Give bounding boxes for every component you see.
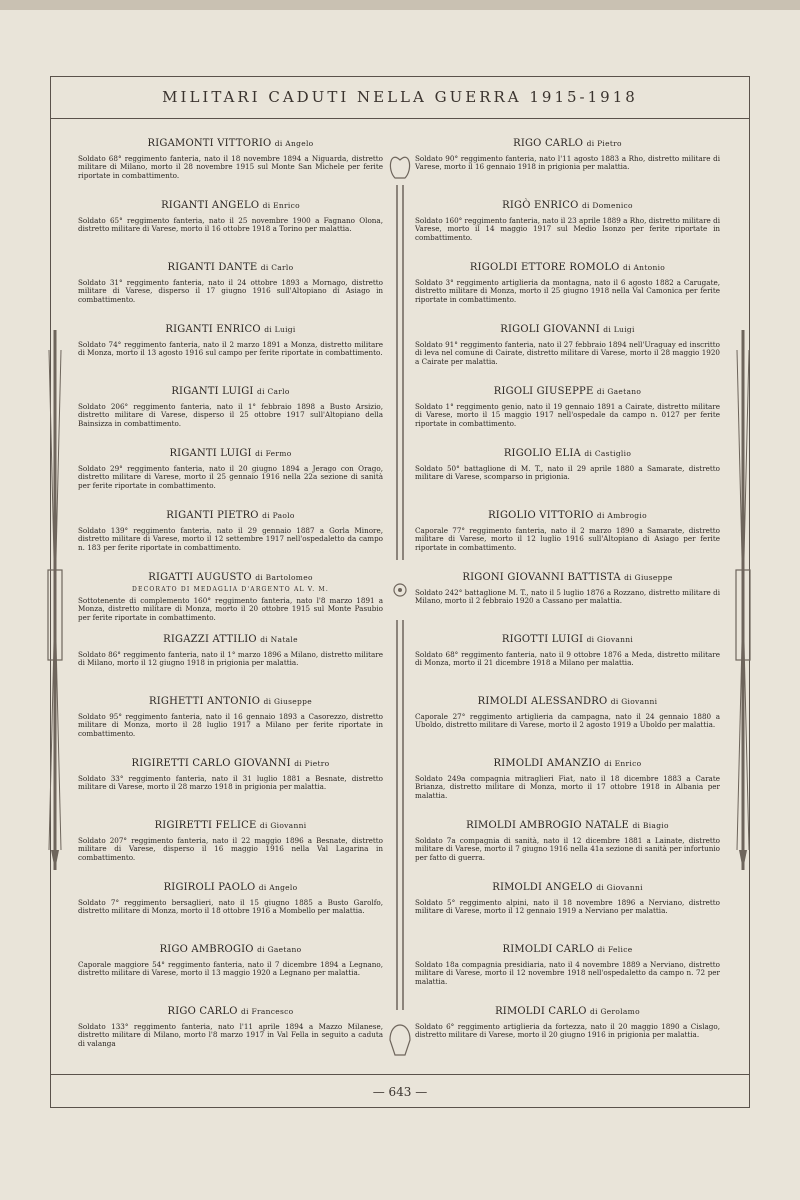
father-name: di Domenico: [581, 201, 633, 210]
soldier-name-line: [78, 386, 383, 397]
memorial-entry: [415, 758, 720, 820]
service-record: Soldato 91° reggimento fanteria, nato il 27 febbraio 1894 nell'Uraguay ed inscritto di leva nel comune di Cairate, distretto militare di Varese, morto il 28 maggio 1920 a Cairate per malattia.: [415, 340, 720, 366]
father-name: di Giovanni: [586, 635, 634, 644]
father-name: di Enrico: [262, 201, 300, 210]
memorial-entry: [78, 262, 383, 324]
service-record: Soldato 6° reggimento artiglieria da fortezza, nato il 20 maggio 1890 a Cislago, distretto militare di Varese, morto il 20 giugno 1916 in prigionia per malattia.: [415, 1022, 720, 1040]
page-number: — 643 —: [372, 1084, 428, 1099]
service-record: Soldato 5° reggimento alpini, nato il 18 novembre 1896 a Nerviano, distretto militare di Varese, morto il 12 gennaio 1919 a Nerviano per malattia.: [415, 898, 720, 916]
soldier-name-line: [78, 1006, 383, 1017]
soldier-name-line: [415, 572, 720, 583]
father-name: di Pietro: [586, 139, 622, 148]
service-record: Caporale maggiore 54° reggimento fanteria, nato il 7 dicembre 1894 a Legnano, distretto militare di Varese, morto il 13 maggio 1920 a Legnano per malattia.: [78, 960, 383, 978]
soldier-name: RIGOLI GIOVANNI: [500, 324, 600, 335]
father-name: di Enrico: [604, 759, 642, 768]
father-name: di Giuseppe: [263, 697, 312, 706]
soldier-name: RIGAMONTI VITTORIO: [147, 138, 272, 149]
soldier-name: RIMOLDI ANGELO: [492, 882, 593, 893]
soldier-name-line: [78, 200, 383, 211]
soldier-name: RIGANTI LUIGI: [169, 448, 252, 459]
soldier-name: RIMOLDI CARLO: [502, 944, 595, 955]
soldier-name: RIGOLDI ETTORE ROMOLO: [469, 262, 620, 273]
soldier-name-line: [78, 820, 383, 831]
father-name: di Castiglio: [584, 449, 632, 458]
memorial-entry: [78, 200, 383, 262]
soldier-name-line: [78, 138, 383, 149]
memorial-entry: [78, 1006, 383, 1068]
soldier-name-line: [415, 448, 720, 459]
service-record: Soldato 206° reggimento fanteria, nato il 1° febbraio 1898 a Busto Arsizio, distretto militare di Varese, disperso il 25 ottobre 1917 sull'Altopiano della Bainsizza in combattimento.: [78, 402, 383, 428]
service-record: Sottotenente di complemento 160° reggimento fanteria, nato l'8 marzo 1891 a Monza, distretto militare di Monza, morto il 20 ottobre 1915 sul Monte Pasubio per ferite riportate in combattimento.: [78, 596, 383, 622]
soldier-name: RIGIROLI PAOLO: [163, 882, 256, 893]
father-name: di Gerolamo: [590, 1007, 640, 1016]
soldier-name: RIGO CARLO: [513, 138, 584, 149]
father-name: di Bartolomeo: [255, 573, 313, 582]
father-name: di Francesco: [241, 1007, 294, 1016]
soldier-name: RIGOTTI LUIGI: [501, 634, 584, 645]
father-name: di Felice: [597, 945, 633, 954]
memorial-entry: [78, 448, 383, 510]
memorial-entry: [78, 572, 383, 634]
left-column: [78, 138, 383, 1068]
soldier-name: RIGO AMBROGIO: [159, 944, 254, 955]
soldier-name-line: [415, 944, 720, 955]
soldier-name: RIGANTI PIETRO: [166, 510, 259, 521]
service-record: Soldato 7a compagnia di sanità, nato il 12 dicembre 1881 a Lainate, distretto militare di Varese, morto il 7 giugno 1916 nella 41a sezione di sanità per infortunio per fatto di guerra.: [415, 836, 720, 862]
father-name: di Antonio: [622, 263, 666, 272]
memorial-entry: [78, 882, 383, 944]
soldier-name: RIMOLDI CARLO: [495, 1006, 587, 1017]
service-record: Soldato 65° reggimento fanteria, nato il 25 novembre 1900 a Fagnano Olona, distretto militare di Varese, morto il 16 ottobre 1918 a Torino per malattia.: [78, 216, 383, 234]
father-name: di Paolo: [262, 511, 295, 520]
service-record: Soldato 50° battaglione di M. T., nato il 29 aprile 1880 a Samarate, distretto militare di Varese, scomparso in prigionia.: [415, 464, 720, 482]
memorial-entry: [415, 696, 720, 758]
soldier-name-line: [415, 262, 720, 273]
soldier-name: RIGOLI GIUSEPPE: [493, 386, 594, 397]
memorial-entry: [415, 262, 720, 324]
soldier-name-line: [415, 882, 720, 893]
soldier-name: RIMOLDI AMBROGIO NATALE: [466, 820, 630, 831]
father-name: di Angelo: [258, 883, 298, 892]
service-record: Soldato 3° reggimento artiglieria da montagna, nato il 6 agosto 1882 a Carugate, distretto militare di Monza, morto il 25 giugno 1918 nella Val Camonica per ferite riportate in combattimento.: [415, 278, 720, 304]
service-record: Soldato 160° reggimento fanteria, nato il 23 aprile 1889 a Rho, distretto militare di Varese, morto il 14 maggio 1917 sul Medio Isonzo per ferite riportate in combattimento.: [415, 216, 720, 242]
memorial-entry: [415, 1006, 720, 1068]
service-record: Soldato 33° reggimento fanteria, nato il 31 luglio 1881 a Besnate, distretto militare di Varese, morto il 28 marzo 1918 in prigionia per malattia.: [78, 774, 383, 792]
memorial-entry: [78, 386, 383, 448]
memorial-entry: [415, 448, 720, 510]
soldier-name: RIGOLIO ELIA: [503, 448, 581, 459]
soldier-name-line: [415, 758, 720, 769]
father-name: di Giovanni: [596, 883, 643, 892]
father-name: di Giovanni: [259, 821, 307, 830]
soldier-name-line: [415, 386, 720, 397]
service-record: Caporale 77° reggimento fanteria, nato il 2 marzo 1890 a Samarate, distretto militare di Varese, morto il 12 luglio 1916 sull'Altopiano di Asiago per ferite riportate in combattimento.: [415, 526, 720, 552]
soldier-name: RIGÒ ENRICO: [502, 200, 579, 211]
service-record: Soldato 68° reggimento fanteria, nato il 18 novembre 1894 a Niguarda, distretto militare di Milano, morto il 28 novembre 1915 sul Monte San Michele per ferite riportate in combattimento.: [78, 154, 383, 180]
memorial-entry: [415, 572, 720, 634]
service-record: Soldato 68° reggimento fanteria, nato il 9 ottobre 1876 a Meda, distretto militare di Monza, morto il 21 dicembre 1918 a Milano per malattia.: [415, 650, 720, 668]
memorial-entry: [415, 324, 720, 386]
memorial-entry: [415, 386, 720, 448]
soldier-name-line: [78, 448, 383, 459]
soldier-name-line: [78, 944, 383, 955]
soldier-name-line: [78, 572, 383, 583]
father-name: di Gaetano: [596, 387, 642, 396]
right-column: [415, 138, 720, 1068]
father-name: di Luigi: [603, 325, 635, 334]
memorial-entry: [415, 200, 720, 262]
father-name: di Natale: [260, 635, 298, 644]
soldier-name-line: [415, 138, 720, 149]
soldier-name-line: [78, 634, 383, 645]
father-name: di Giovanni: [610, 697, 658, 706]
father-name: di Luigi: [264, 325, 296, 334]
soldier-name-line: [78, 510, 383, 521]
memorial-entry: [415, 634, 720, 696]
soldier-name-line: [415, 200, 720, 211]
memorial-entry: [78, 634, 383, 696]
service-record: Soldato 74° reggimento fanteria, nato il 2 marzo 1891 a Monza, distretto militare di Monza, morto il 13 agosto 1916 sul campo per ferite riportate in combattimento.: [78, 340, 383, 358]
soldier-name: RIGANTI ANGELO: [161, 200, 260, 211]
service-record: Caporale 27° reggimento artiglieria da campagna, nato il 24 gennaio 1880 a Uboldo, distretto militare di Varese, morto il 2 agosto 1919 a Uboldo per malattia.: [415, 712, 720, 730]
soldier-name: RIGO CARLO: [167, 1006, 238, 1017]
father-name: di Gaetano: [257, 945, 302, 954]
memorial-entry: [415, 882, 720, 944]
service-record: Soldato 242° battaglione M. T., nato il 5 luglio 1876 a Rozzano, distretto militare di Milano, morto il 2 febbraio 1920 a Cassano per malattia.: [415, 588, 720, 606]
soldier-name: RIGOLIO VITTORIO: [488, 510, 594, 521]
soldier-name-line: [415, 820, 720, 831]
soldier-name: RIGAZZI ATTILIO: [163, 634, 257, 645]
father-name: di Fermo: [255, 449, 292, 458]
service-record: Soldato 133° reggimento fanteria, nato l'11 aprile 1894 a Mazzo Milanese, distretto militare di Milano, morto l'8 marzo 1917 in Val Fella in seguito a caduta di valanga: [78, 1022, 383, 1048]
page-header: [50, 76, 750, 119]
service-record: Soldato 90° reggimento fanteria, nato l'11 agosto 1883 a Rho, distretto militare di Varese, morto il 16 gennaio 1918 in prigionia per malattia.: [415, 154, 720, 172]
service-record: Soldato 86° reggimento fanteria, nato il 1° marzo 1896 a Milano, distretto militare di Milano, morto il 12 giugno 1918 in prigionia per malattia.: [78, 650, 383, 668]
memorial-entry: [78, 944, 383, 1006]
father-name: di Carlo: [256, 387, 290, 396]
soldier-name: RIGANTI DANTE: [167, 262, 258, 273]
service-record: Soldato 29° reggimento fanteria, nato il 20 giugno 1894 a Jerago con Orago, distretto militare di Varese, morto il 25 gennaio 1916 nella 22a sezione di sanità per ferite riportate in combattimento.: [78, 464, 383, 490]
right-staff-ornament: [728, 330, 758, 870]
service-record: Soldato 207° reggimento fanteria, nato il 22 maggio 1896 a Besnate, distretto militare di Varese, disperso il 16 maggio 1916 nella Val Lagarina in combattimento.: [78, 836, 383, 862]
soldier-name: RIGHETTI ANTONIO: [149, 696, 261, 707]
soldier-name-line: [415, 1006, 720, 1017]
memorial-entry: [78, 696, 383, 758]
memorial-entry: [78, 138, 383, 200]
soldier-name: RIGANTI LUIGI: [171, 386, 254, 397]
service-record: Soldato 7° reggimento bersaglieri, nato il 15 giugno 1885 a Busto Garolfo, distretto militare di Monza, morto il 18 ottobre 1916 a Mombello per malattia.: [78, 898, 383, 916]
service-record: Soldato 1° reggimento genio, nato il 19 gennaio 1891 a Cairate, distretto militare di Varese, morto il 15 maggio 1917 nell'ospedale da campo n. 0127 per ferite riportate in combattimento.: [415, 402, 720, 428]
left-staff-ornament: [40, 330, 70, 870]
decoration-note: DECORATO DI MEDAGLIA D'ARGENTO AL V. M.: [132, 586, 329, 593]
page-title: MILITARI CADUTI NELLA GUERRA 1915-1918: [162, 88, 638, 106]
service-record: Soldato 249a compagnia mitraglieri Fiat, nato il 18 dicembre 1883 a Carate Brianza, distretto militare di Monza, morto il 17 ottobre 1918 in Albania per malattia.: [415, 774, 720, 800]
soldier-name-line: [78, 324, 383, 335]
service-record: Soldato 18a compagnia presidiaria, nato il 4 novembre 1889 a Nerviano, distretto militare di Varese, morto il 12 novembre 1918 nell'ospedaletto da campo n. 72 per malattia.: [415, 960, 720, 986]
service-record: Soldato 139° reggimento fanteria, nato il 29 gennaio 1887 a Gorla Minore, distretto militare di Varese, morto il 12 settembre 1917 nell'ospedaletto da campo n. 183 per ferite riportate in combattimento.: [78, 526, 383, 552]
soldier-name: RIGATTI AUGUSTO: [148, 572, 252, 583]
center-column-ornament: [385, 140, 415, 1080]
soldier-name-line: [78, 882, 383, 893]
soldier-name: RIMOLDI AMANZIO: [493, 758, 601, 769]
soldier-name-line: [78, 262, 383, 273]
soldier-name-line: [78, 696, 383, 707]
memorial-entry: [415, 510, 720, 572]
soldier-name-line: [415, 510, 720, 521]
soldier-name-line: [78, 758, 383, 769]
soldier-name: RIGANTI ENRICO: [165, 324, 261, 335]
memorial-entry: [78, 510, 383, 572]
father-name: di Ambrogio: [596, 511, 647, 520]
page-edge: [0, 0, 800, 10]
soldier-name-line: [415, 696, 720, 707]
soldier-name-line: [415, 634, 720, 645]
memorial-entry: [415, 138, 720, 200]
soldier-name: RIGIRETTI FELICE: [154, 820, 257, 831]
soldier-name: RIGIRETTI CARLO GIOVANNI: [131, 758, 291, 769]
service-record: Soldato 95° reggimento fanteria, nato il 16 gennaio 1893 a Casorezzo, distretto militare di Monza, morto il 28 luglio 1917 a Milano per ferite riportate in combattimento.: [78, 712, 383, 738]
memorial-entry: [78, 758, 383, 820]
service-record: Soldato 31° reggimento fanteria, nato il 24 ottobre 1893 a Mornago, distretto militare di Varese, disperso il 17 giugno 1916 sull'Altopiano di Asiago in combattimento.: [78, 278, 383, 304]
father-name: di Pietro: [294, 759, 330, 768]
memorial-entry: [78, 820, 383, 882]
memorial-entry: [415, 820, 720, 882]
father-name: di Giuseppe: [624, 573, 673, 582]
father-name: di Biagio: [632, 821, 669, 830]
page-footer: [50, 1074, 750, 1108]
memorial-entry: [415, 944, 720, 1006]
soldier-name: RIMOLDI ALESSANDRO: [477, 696, 608, 707]
father-name: di Angelo: [274, 139, 314, 148]
memorial-entry: [78, 324, 383, 386]
father-name: di Carlo: [260, 263, 294, 272]
soldier-name: RIGONI GIOVANNI BATTISTA: [462, 572, 621, 583]
soldier-name-line: [415, 324, 720, 335]
